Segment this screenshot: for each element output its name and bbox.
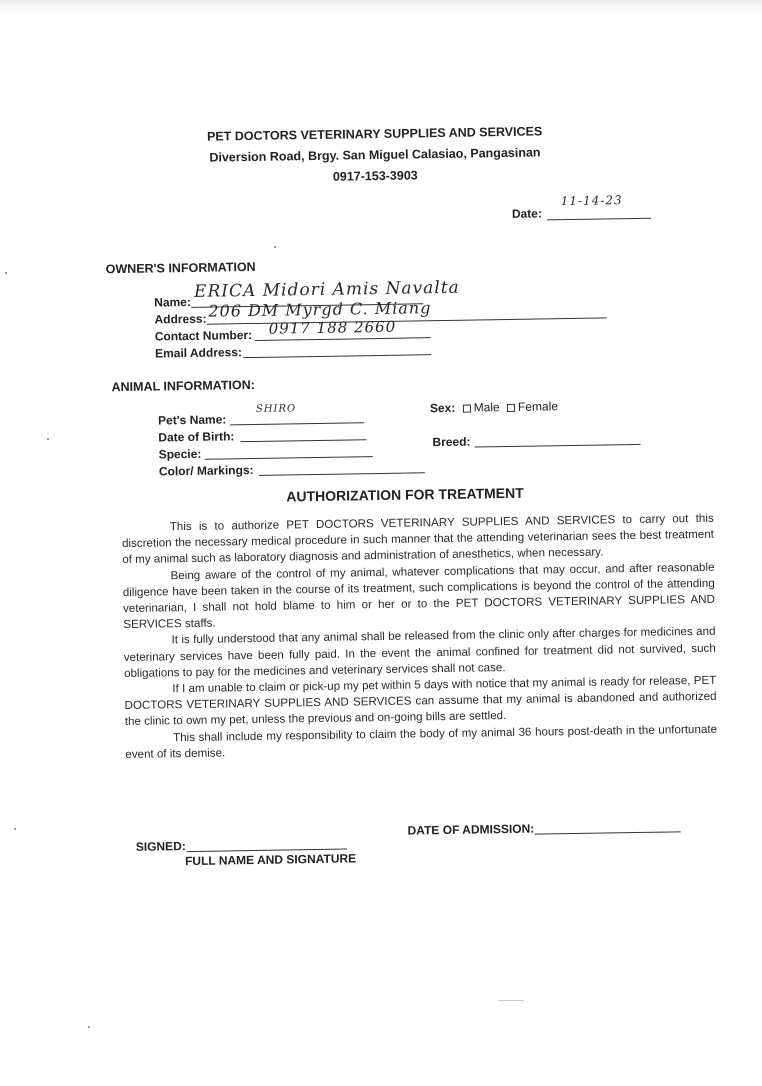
full-name-signature-label: FULL NAME AND SIGNATURE — [184, 851, 357, 869]
authorization-paragraph: Being aware of the control of my animal, whatever complications that may occur, and after reasonable diligence have been taken in the course of its treatment, such complications is beyond the control of the attending veterinarian, I shall not hold blame to him or her or to the PET DOCTORS VETERINARY SUPPLIES AND SERVICES staffs. — [122, 560, 716, 632]
scan-speck — [88, 1026, 90, 1028]
male-option-label: Male — [473, 400, 500, 415]
breed-label: Breed: — [432, 434, 471, 450]
authorization-paragraph: It is fully understood that any animal shall be released from the clinic only after charges for medicines and veterinary services have been fully paid. In the event the animal confined for treatment did not survived, such obligations to pay for the medicines and veterinary services shall not case. — [123, 625, 716, 680]
female-option-label: Female — [517, 399, 559, 414]
owner-name-value: ERICA Midori Amis Navalta — [193, 277, 460, 302]
owner-email-line — [243, 354, 431, 358]
company-address: Diversion Road, Brgy. San Miguel Calasiao, Pangasinan — [209, 145, 541, 165]
authorization-title: AUTHORIZATION FOR TREATMENT — [286, 484, 524, 505]
breed-line — [475, 444, 641, 448]
owner-name-label: Name: — [154, 294, 192, 310]
authorization-paragraph: This is to authorize PET DOCTORS VETERINARY SUPPLIES AND SERVICES to carry out this discretion the necessary medical procedure in such manner that the attending veterinarian sees the best treatment of my animal such as laboratory diagnosis and administration of anesthetics, when necessary. — [121, 511, 715, 567]
sex-label: Sex: — [429, 400, 456, 416]
owner-address-value: 206 DM Myrgd C. Miang — [208, 298, 432, 321]
authorization-body — [122, 511, 718, 763]
authorization-paragraph: This shall include my responsibility to claim the body of my animal 36 hours post-death in the unfortunate event of its demise. — [125, 722, 718, 761]
sex-field — [430, 399, 558, 415]
owner-section-title: OWNER'S INFORMATION — [105, 259, 256, 277]
specie-line — [205, 456, 373, 460]
scan-speck — [5, 272, 7, 274]
animal-section-title: ANIMAL INFORMATION: — [111, 377, 255, 395]
company-phone: 0917-153-3903 — [332, 168, 418, 184]
owner-contact-line — [255, 337, 431, 341]
female-checkbox[interactable] — [507, 404, 515, 412]
dob-line — [240, 439, 366, 442]
color-markings-line — [259, 472, 425, 476]
scan-smear — [498, 1000, 524, 1001]
date-label: Date: — [511, 206, 543, 221]
specie-label: Specie: — [158, 446, 202, 462]
owner-email-label: Email Address: — [154, 345, 243, 361]
owner-contact-label: Contact Number: — [154, 327, 253, 344]
company-name: PET DOCTORS VETERINARY SUPPLIES AND SERVICES — [206, 124, 543, 144]
date-value: 11-14-23 — [560, 193, 623, 209]
pet-name-line — [230, 422, 364, 425]
scan-speck — [47, 438, 49, 440]
male-checkbox[interactable] — [463, 404, 471, 412]
dob-label: Date of Birth: — [158, 429, 235, 445]
pet-name-value: SHIRO — [255, 403, 297, 415]
owner-address-label: Address: — [154, 311, 207, 327]
date-of-admission-line — [535, 831, 681, 834]
scan-speck — [14, 828, 16, 830]
scan-speck — [274, 246, 276, 248]
authorization-paragraph: If I am unable to claim or pick-up my pet within 5 days with notice that my animal is ready for release, PET DOCTORS VETERINARY SUPPLIES AND SERVICES can assume that my animal is abandoned and authorized the clinic to own my pet, unless the previous and on-going bills are settled. — [124, 673, 717, 729]
color-markings-label: Color/ Markings: — [158, 462, 254, 479]
date-line — [547, 218, 651, 221]
signed-label: SIGNED: — [135, 839, 186, 854]
owner-contact-value: 0917 188 2660 — [268, 317, 397, 338]
date-of-admission-label: DATE OF ADMISSION: — [407, 821, 535, 838]
pet-name-label: Pet's Name: — [157, 412, 227, 428]
